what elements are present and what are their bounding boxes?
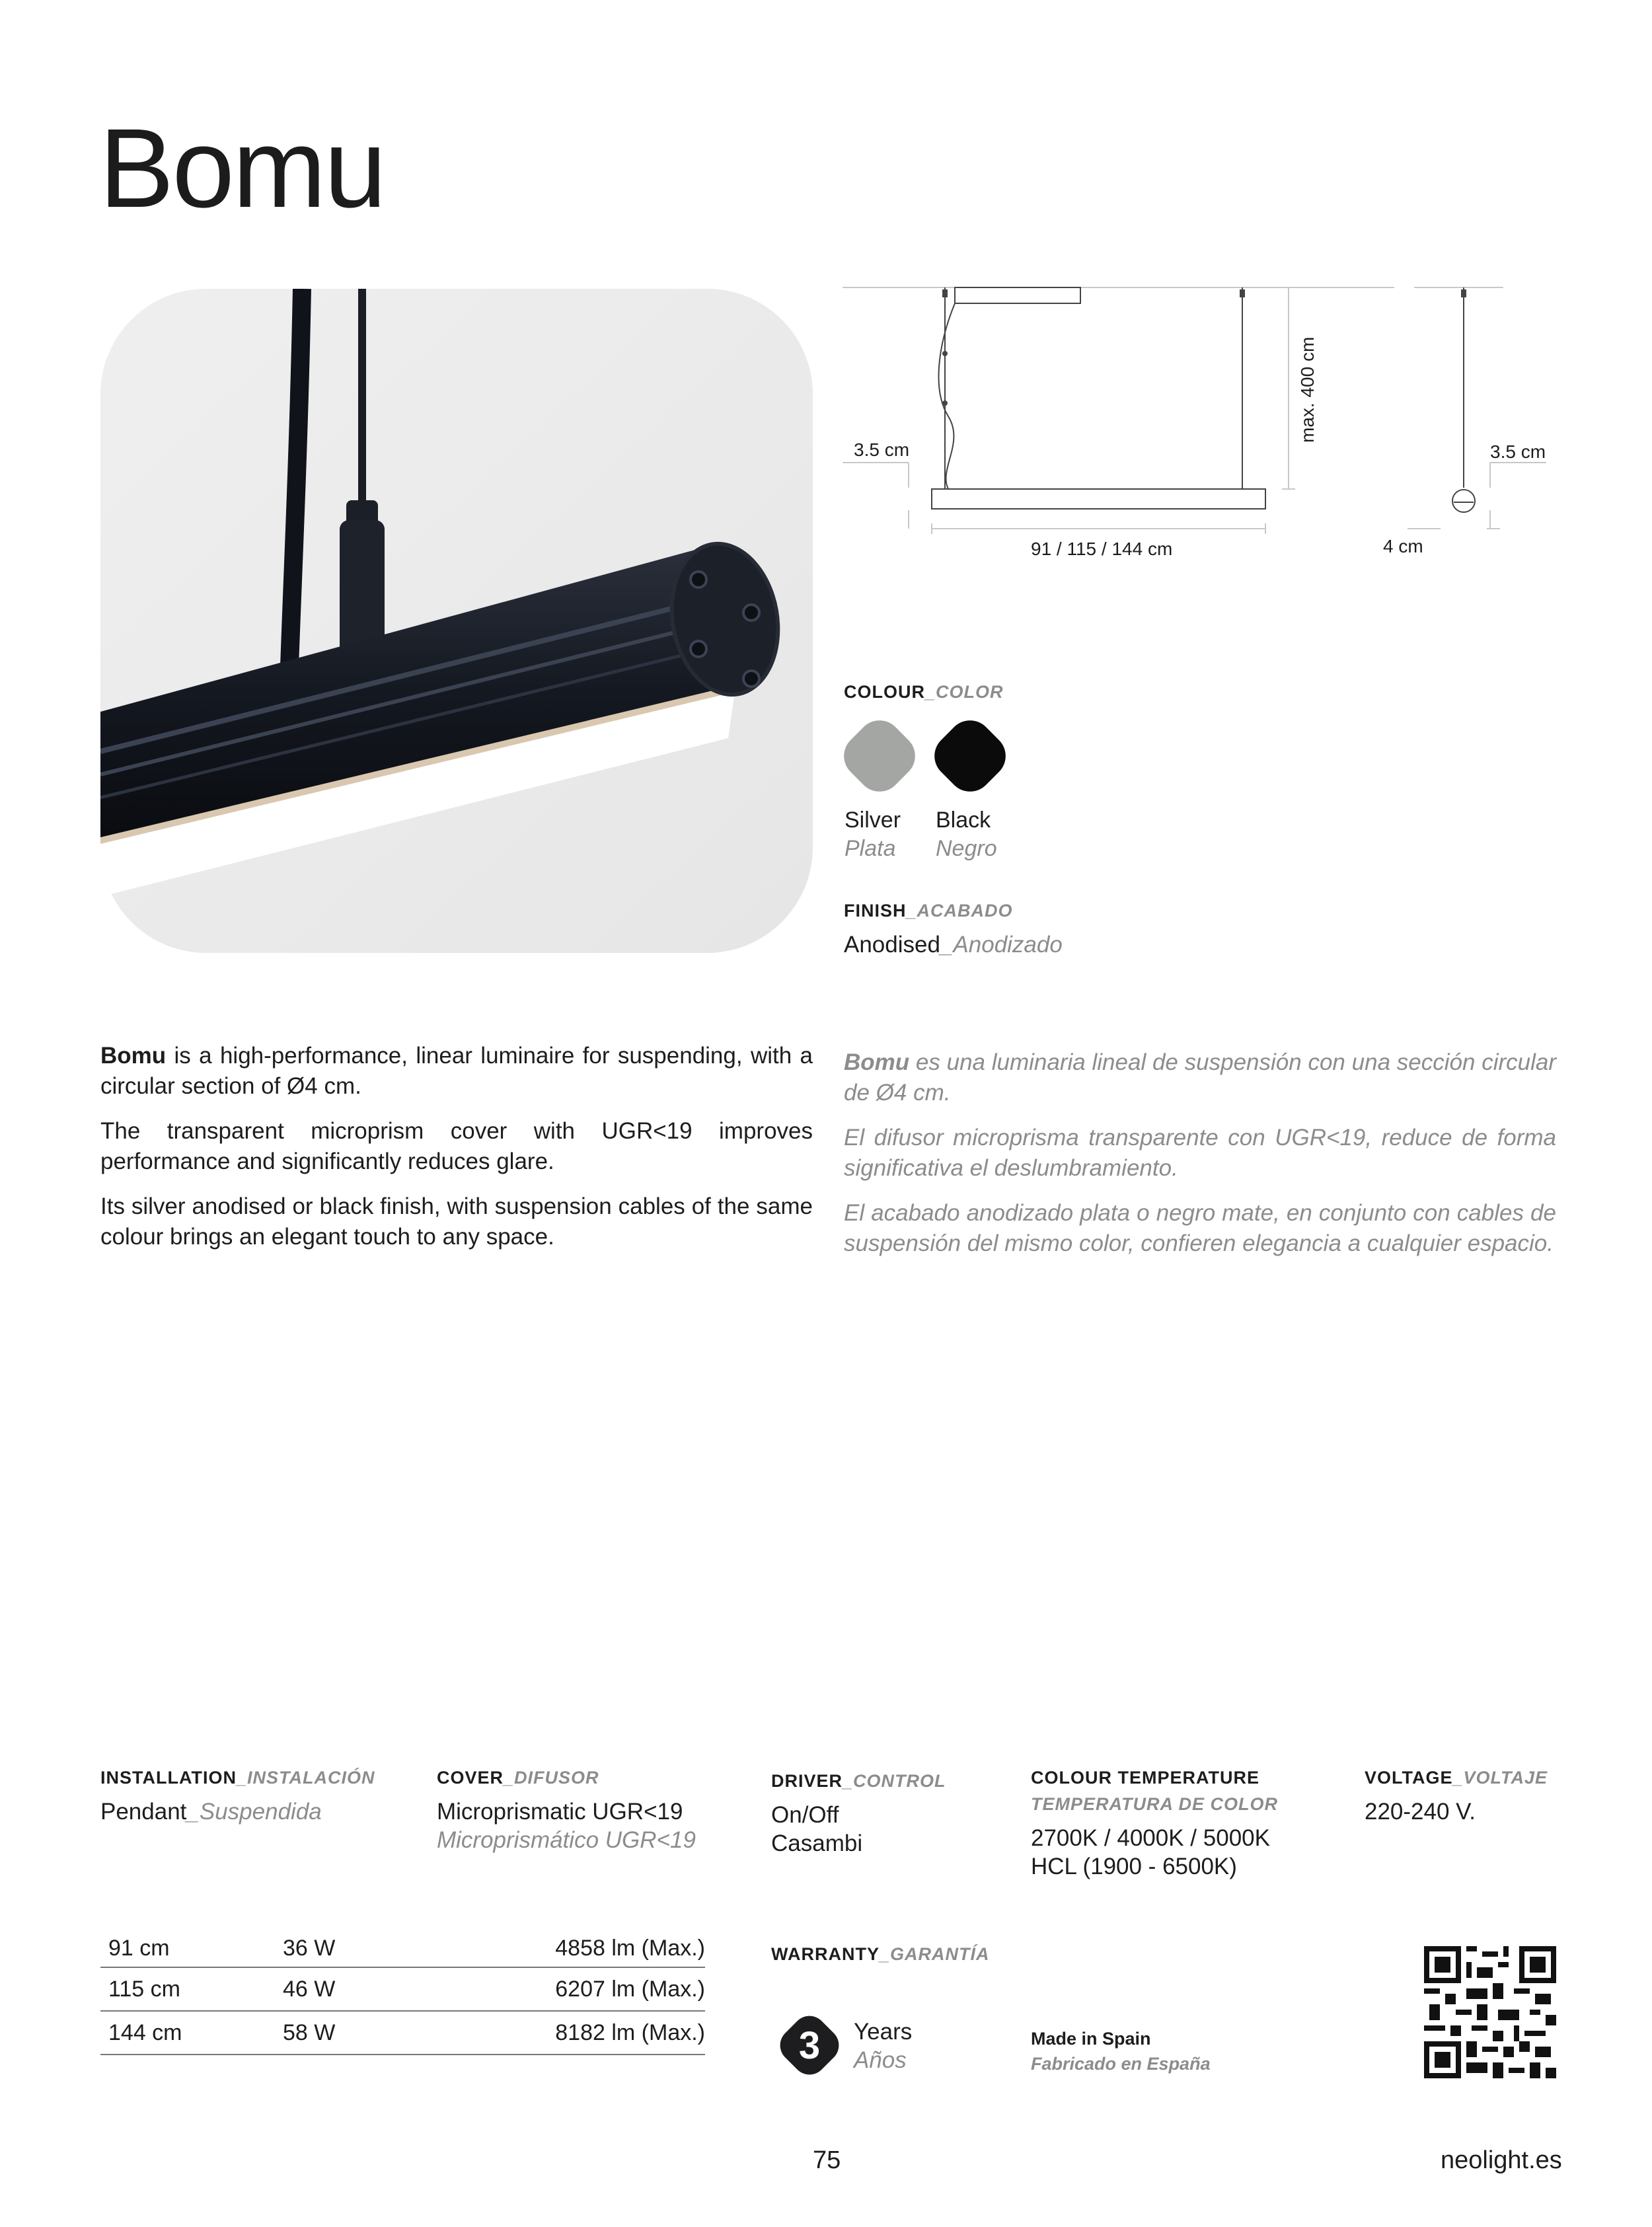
black-name: Black <box>936 808 991 833</box>
black-swatch[interactable] <box>925 711 1015 801</box>
silver-swatch[interactable] <box>835 711 924 801</box>
width-dimension: 4 cm <box>1383 536 1423 556</box>
length-dimension: 91 / 115 / 144 cm <box>1031 539 1173 559</box>
colour-temp-value-2: HCL (1900 - 6500K) <box>1031 1854 1237 1879</box>
height-dimension: max. 400 cm <box>1297 336 1318 443</box>
description-en <box>100 1041 813 1267</box>
installation-value: Pendant_Suspendida <box>100 1799 322 1825</box>
dimension-diagram <box>839 278 1566 575</box>
voltage-value: 220-240 V. <box>1365 1799 1476 1825</box>
driver-value-1: On/Off <box>771 1802 839 1828</box>
description-en-p3: Its silver anodised or black finish, with suspension cables of the same colour brings an elegant touch to any space. <box>100 1193 813 1250</box>
cover-label: COVER_DIFUSOR <box>437 1768 599 1788</box>
silver-name-es: Plata <box>845 836 896 861</box>
warranty-years-number: 3 <box>798 2024 821 2067</box>
description-en-p1: Bomu is a high-performance, linear luminaire for suspending, with a circular section of Ø4 cm. <box>100 1043 813 1099</box>
installation-label: INSTALLATION_INSTALACIÓN <box>100 1768 375 1788</box>
warranty-years-es: Años <box>854 2047 907 2073</box>
silver-name: Silver <box>845 808 901 833</box>
left-depth-dimension: 3.5 cm <box>854 439 910 460</box>
cover-value: Microprismatic UGR<19 <box>437 1799 683 1825</box>
qr-code-icon[interactable] <box>1424 1946 1556 2078</box>
colour-temp-label-es: TEMPERATURA DE COLOR <box>1031 1794 1278 1814</box>
driver-value-2: Casambi <box>771 1831 863 1856</box>
colour-temp-label: COLOUR TEMPERATURE <box>1031 1768 1259 1788</box>
luminaire-render <box>100 289 813 953</box>
colour-label: COLOUR_COLOR <box>844 682 1004 702</box>
warranty-label: WARRANTY_GARANTÍA <box>771 1944 990 1964</box>
warranty-badge-icon <box>773 2009 846 2082</box>
finish-value: Anodised_Anodizado <box>844 932 1063 958</box>
black-name-es: Negro <box>936 836 997 861</box>
warranty-years: Years <box>854 2019 913 2045</box>
description-es <box>844 1047 1556 1273</box>
power-table <box>100 1930 705 2055</box>
driver-label: DRIVER_CONTROL <box>771 1771 946 1791</box>
voltage-label: VOLTAGE_VOLTAJE <box>1365 1768 1548 1788</box>
product-photo <box>100 289 813 953</box>
site-link[interactable]: neolight.es <box>1441 2146 1562 2174</box>
made-in: Made in Spain <box>1031 2029 1151 2049</box>
description-es-p1: Bomu es una luminaria lineal de suspensión con una sección circular de Ø4 cm. <box>844 1049 1556 1106</box>
made-in-es: Fabricado en España <box>1031 2054 1211 2074</box>
right-depth-dimension: 3.5 cm <box>1490 441 1546 462</box>
description-es-p3: El acabado anodizado plata o negro mate, en conjunto con cables de suspensión del mismo color, confieren elegancia a cualquier espacio. <box>844 1200 1556 1256</box>
table-row: 91 cm 36 W 4858 lm (Max.) <box>100 1930 705 1967</box>
table-row: 144 cm 58 W 8182 lm (Max.) <box>100 2011 705 2055</box>
colour-temp-value-1: 2700K / 4000K / 5000K <box>1031 1825 1270 1851</box>
finish-label: FINISH_ACABADO <box>844 901 1013 921</box>
page-number: 75 <box>813 2146 841 2174</box>
description-es-p2: El difusor microprisma transparente con UGR<19, reduce de forma significativa el deslumbramiento. <box>844 1125 1556 1181</box>
description-en-p2: The transparent microprism cover with UGR<19 improves performance and significantly reduces glare. <box>100 1118 813 1174</box>
page-title: Bomu <box>99 106 385 231</box>
cover-value-es: Microprismático UGR<19 <box>437 1827 696 1853</box>
table-row: 115 cm 46 W 6207 lm (Max.) <box>100 1967 705 2011</box>
